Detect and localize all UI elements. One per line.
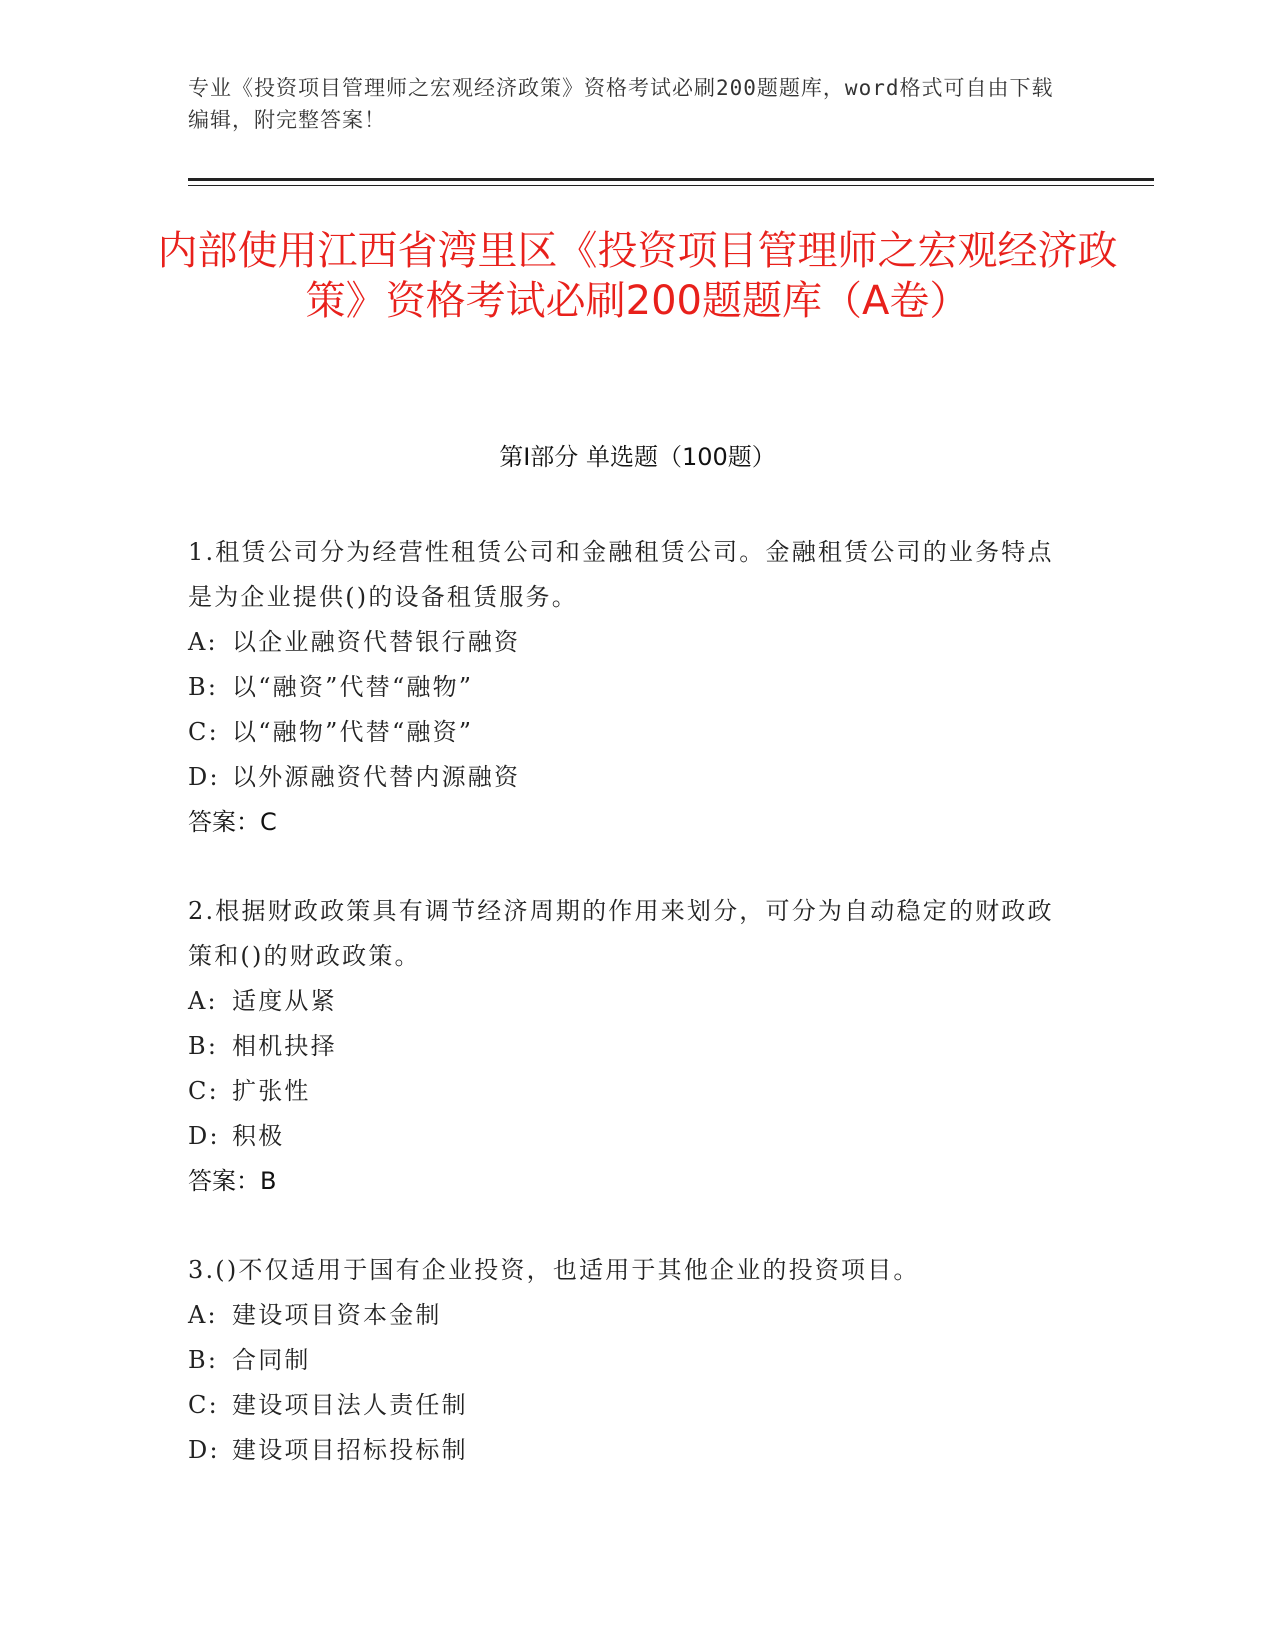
header-rule-thick [188,178,1154,181]
section-title: 第Ⅰ部分 单选题（100题） [499,443,776,471]
question-stem: 2.根据财政政策具有调节经济周期的作用来划分，可分为自动稳定的财政政策和()的财政政策。 [188,897,1054,970]
option-key: B: [188,1032,219,1060]
option-text: 扩张性 [232,1077,311,1105]
question-3 [188,1248,1068,1473]
option-key: B: [188,1346,219,1374]
option-text: 建设项目招标投标制 [232,1436,468,1464]
header-note: 专业《投资项目管理师之宏观经济政策》资格考试必刷200题题库，word格式可自由下载编辑，附完整答案！ [188,76,1054,132]
option-text: 以企业融资代替银行融资 [232,628,521,656]
option-text: 以“融物”代替“融资” [232,718,474,746]
option-text: 相机抉择 [232,1032,337,1060]
option-c [188,710,1068,755]
option-text: 以“融资”代替“融物” [232,673,474,701]
option-key: C: [188,718,219,746]
option-c [188,1069,1068,1114]
option-key: D: [188,1436,220,1464]
option-text: 建设项目资本金制 [232,1301,442,1329]
option-a [188,979,1068,1024]
option-key: B: [188,673,219,701]
question-stem: 1.租赁公司分为经营性租赁公司和金融租赁公司。金融租赁公司的业务特点是为企业提供()的设备租赁服务。 [188,538,1054,611]
question-2 [188,889,1068,1204]
option-b [188,1338,1068,1383]
option-text: 合同制 [232,1346,311,1374]
option-key: D: [188,763,220,791]
document-title: 内部使用江西省湾里区《投资项目管理师之宏观经济政策》资格考试必刷200题题库（A卷） [157,228,1118,324]
option-key: C: [188,1077,219,1105]
option-key: A: [188,987,218,1015]
option-b [188,665,1068,710]
option-text: 适度从紧 [232,987,337,1015]
option-key: A: [188,628,218,656]
option-text: 建设项目法人责任制 [232,1391,468,1419]
answer: 答案：B [188,1167,277,1195]
question-1 [188,530,1068,845]
header-rule-thin [188,185,1154,186]
option-a [188,1293,1068,1338]
option-text: 以外源融资代替内源融资 [232,763,521,791]
option-d [188,1114,1068,1159]
option-c [188,1383,1068,1428]
option-key: A: [188,1301,218,1329]
option-key: C: [188,1391,219,1419]
option-key: D: [188,1122,220,1150]
option-b [188,1024,1068,1069]
option-a [188,620,1068,665]
question-list [188,530,1068,1517]
option-d [188,1428,1068,1473]
option-d [188,755,1068,800]
option-text: 积极 [232,1122,285,1150]
answer: 答案：C [188,808,277,836]
question-stem: 3.()不仅适用于国有企业投资，也适用于其他企业的投资项目。 [188,1256,920,1284]
